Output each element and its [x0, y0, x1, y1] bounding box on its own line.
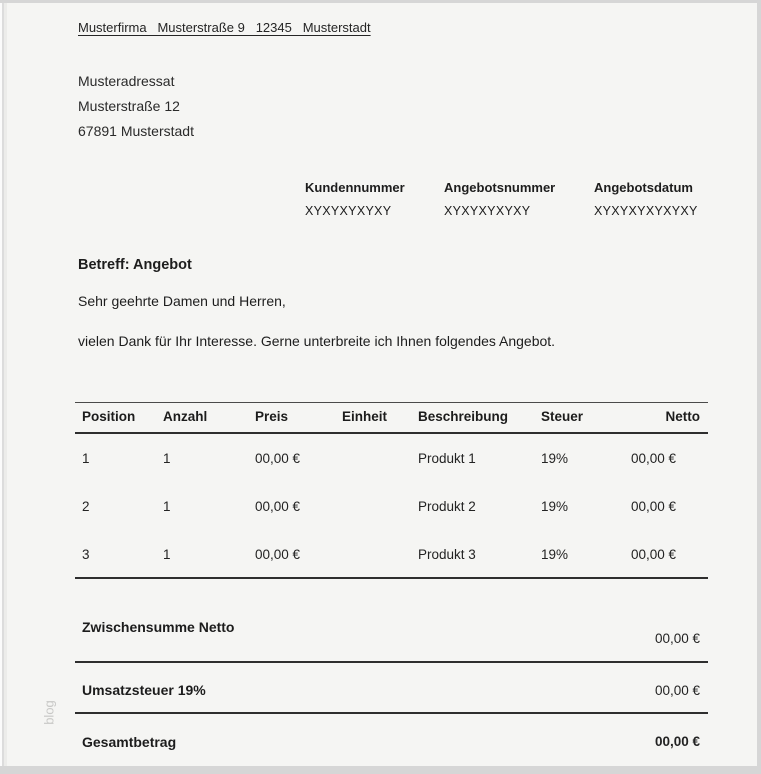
customer-number-block — [305, 180, 445, 218]
cell-preis: 00,00 € — [255, 546, 301, 562]
cell-netto: 00,00 € — [631, 498, 677, 514]
greeting-line: Sehr geehrte Damen und Herren, — [78, 293, 286, 309]
cell-preis: 00,00 € — [255, 450, 301, 466]
offer-number-label: Angebotsnummer — [444, 180, 556, 195]
column-header-position: Position — [82, 409, 136, 424]
offer-number-block — [444, 180, 584, 218]
table-top-rule — [75, 402, 708, 403]
column-header-preis: Preis — [255, 409, 289, 424]
letterhead-sender-line: Musterfirma Musterstraße 9 12345 Musterstadt — [78, 20, 371, 35]
offer-number-value: XYXYXYXYXY — [444, 204, 531, 218]
recipient-city: 67891 Musterstadt — [78, 123, 194, 139]
recipient-address-block — [78, 69, 194, 144]
column-header-beschreibung: Beschreibung — [418, 409, 509, 424]
vat-value: 00,00 € — [654, 683, 700, 698]
cell-anzahl: 1 — [163, 498, 171, 514]
cell-position: 3 — [82, 546, 90, 562]
intro-line: vielen Dank für Ihr Interesse. Gerne unterbreite ich Ihnen folgendes Angebot. — [78, 333, 556, 349]
recipient-street: Musterstraße 12 — [78, 98, 180, 114]
grand-total-value: 00,00 € — [654, 734, 700, 749]
totals-section — [75, 603, 708, 763]
column-header-steuer: Steuer — [541, 409, 584, 424]
blog-watermark: blog — [41, 700, 57, 725]
subtotal-label: Zwischensumme Netto — [82, 619, 235, 635]
offer-date-block — [594, 180, 734, 218]
subtotal-value: 00,00 € — [654, 631, 700, 646]
totals-rule-1 — [75, 661, 708, 663]
recipient-name: Musteradressat — [78, 73, 175, 89]
cell-preis: 00,00 € — [255, 498, 301, 514]
subject-line: Betreff: Angebot — [78, 257, 192, 273]
cell-anzahl: 1 — [163, 450, 171, 466]
grand-total-label: Gesamtbetrag — [82, 734, 177, 750]
table-row — [75, 434, 708, 482]
table-body — [75, 434, 708, 578]
cell-beschreibung: Produkt 2 — [418, 498, 476, 514]
cell-anzahl: 1 — [163, 546, 171, 562]
customer-number-value: XYXYXYXYXY — [305, 204, 392, 218]
table-row — [75, 530, 708, 578]
offer-date-value: XYXYXYXYXYXY — [594, 204, 698, 218]
column-header-einheit: Einheit — [342, 409, 388, 424]
cell-beschreibung: Produkt 3 — [418, 546, 476, 562]
totals-rule-2 — [75, 712, 708, 714]
cell-steuer: 19% — [541, 450, 569, 466]
cell-netto: 00,00 € — [631, 450, 677, 466]
table-header-row — [75, 409, 708, 424]
vat-label: Umsatzsteuer 19% — [82, 682, 206, 698]
cell-netto: 00,00 € — [631, 546, 677, 562]
cell-position: 1 — [82, 450, 90, 466]
table-bottom-rule — [75, 577, 708, 579]
column-header-anzahl: Anzahl — [163, 409, 208, 424]
offer-date-label: Angebotsdatum — [594, 180, 693, 195]
table-row — [75, 482, 708, 530]
customer-number-label: Kundennummer — [305, 180, 405, 195]
column-header-netto: Netto — [665, 409, 700, 424]
cell-position: 2 — [82, 498, 90, 514]
cell-steuer: 19% — [541, 546, 569, 562]
cell-beschreibung: Produkt 1 — [418, 450, 476, 466]
cell-steuer: 19% — [541, 498, 569, 514]
page-left-edge — [0, 3, 7, 766]
